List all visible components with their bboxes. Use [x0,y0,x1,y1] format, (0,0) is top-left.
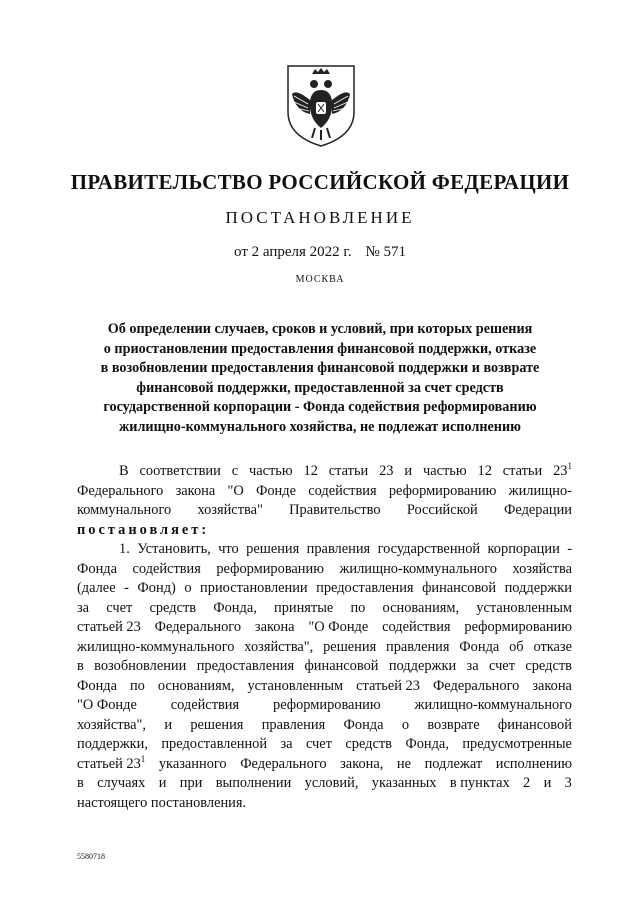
body-word: о [184,580,192,596]
body-line [77,618,572,638]
body-word: Федерального [77,482,164,499]
body-word: - [567,541,572,557]
body-word: и [164,716,173,733]
body-word: средств [149,599,197,616]
government-title: ПРАВИТЕЛЬСТВО РОССИЙСКОЙ ФЕДЕРАЦИИ [70,170,570,194]
body-word: предоставленной [161,736,268,752]
body-word: "О [227,482,244,499]
body-word: частью [422,463,467,479]
document-date-number [0,244,640,261]
body-word: установленным [247,677,344,694]
body-line [77,462,572,482]
body-word: статьи [502,463,543,479]
body-word: содействия [308,482,377,499]
document-city: МОСКВА [295,274,345,285]
subject-line: в возобновлении предоставления финансовой поддержки и возврате [100,360,540,376]
body-word: счет [305,736,332,752]
body-word: соответствии [139,463,221,479]
body-word: возврате [427,716,480,733]
body-word: подлежат [424,755,483,772]
body-word: указанных [371,775,437,791]
body-word: 1. [119,541,130,557]
body-word: Федерации [504,502,572,518]
body-line [77,774,572,794]
body-word: об [509,638,524,655]
body-line [77,657,572,677]
document-type: ПОСТАНОВЛЕНИЕ [225,208,415,227]
body-word: основаниям, [382,599,460,616]
body-word: что [218,541,239,557]
body-word: Федерального [432,677,520,694]
body-word: "О Фонде [77,697,137,713]
body-word: случаях [97,775,146,791]
body-word: Фонда [343,716,384,733]
body-word: основаниям, [157,677,235,694]
body-word: Фонда [77,677,117,694]
body-word: содействия [170,697,240,713]
body-word: по [129,677,145,694]
body-line [77,540,572,560]
body-word: Федерального [240,755,327,772]
body-word: не [396,755,411,772]
body-word: частью [249,463,293,479]
body-word: Федерального [154,619,242,635]
body-word: жилищно-коммунального [339,560,497,577]
body-line [77,696,572,716]
body-word: 12 [303,463,318,479]
body-word: поддержки [504,580,572,596]
body-line [77,794,572,814]
coat-of-arms-icon [282,60,360,150]
body-word: хозяйства [512,560,572,577]
body-word: Фонда, [213,599,257,616]
body-word: Фонда [459,638,500,655]
body-word: реформированию [464,619,572,635]
body-word: средств [345,736,392,752]
body-word: и [543,775,552,791]
body-word: коммунального [77,502,172,518]
body-word: предоставления [316,580,414,596]
body-word: решения [190,716,244,733]
body-word: за [77,599,90,616]
document-date: от 2 апреля 2022 г. [234,244,352,260]
document-number: № 571 [365,244,406,260]
body-word: указанного [158,755,227,772]
body-word: - [124,580,129,596]
body-word: реформированию [273,697,381,713]
body-word: корпорации [487,541,560,557]
body-line [77,755,572,775]
body-word: средств [525,658,572,674]
body-word: $23^1$ [553,461,572,479]
body-word: за [466,658,479,674]
body-line [77,716,572,736]
body-word: хозяйства", [244,638,314,655]
body-line [77,521,572,541]
body-word: и [158,775,167,791]
body-word: в [77,658,84,674]
document-body [77,462,572,813]
body-line [77,579,572,599]
body-word: (далее [77,580,116,596]
body-word: жилищно- [508,482,572,499]
body-word: закона [254,619,295,635]
body-word: с [231,463,239,479]
body-word: правления [306,541,371,557]
subject-line: о приостановлении предоставления финансовой поддержки, отказе [103,340,537,357]
body-word: установленным [476,599,572,616]
body-word: поддержки, [77,736,148,752]
body-word: условий, [304,775,359,791]
body-line [77,482,572,502]
body-line [77,560,572,580]
body-word: правления [386,638,450,655]
body-word: Фонд) [137,580,176,596]
body-word: в пунктах [449,775,510,791]
body-word: Фонда [77,560,117,577]
body-word: реформированию [216,560,324,577]
body-line [77,638,572,658]
body-line [77,501,572,521]
body-word: Фонде [255,482,296,499]
body-word: жилищно-коммунального [77,638,235,655]
body-word: решения [323,638,377,655]
body-word: отказе [533,638,572,655]
body-word: предусмотренные [462,736,572,752]
body-word: 23 [379,463,394,479]
body-word: хозяйства" [197,502,263,518]
body-word: выполнении [215,775,292,791]
body-word: статьей 23 [356,677,420,694]
body-line [77,677,572,697]
body-word: по [350,599,366,616]
document-subject [70,320,570,437]
body-word: 2 [523,775,531,791]
subject-line: государственной корпорации - Фонда содействия реформированию [103,399,537,415]
body-word: в [77,775,84,791]
body-word: приостановлении [200,580,308,596]
body-word: счет [106,599,133,616]
body-word: хозяйства", [77,716,146,733]
body-word: Российской [406,502,478,518]
body-word: принятые [274,599,334,616]
body-word: государственной [377,541,481,557]
decree-word: постановляет: [77,521,210,538]
body-word: содействия [382,619,451,635]
body-line [77,599,572,619]
subject-line: финансовой поддержки, предоставленной за счет средств [136,379,504,396]
body-line [77,735,572,755]
body-word: содействия [132,560,201,577]
body-word: решения [246,541,300,557]
body-word: счет [488,658,515,674]
subject-line: жилищно-коммунального хозяйства, не подлежат исполнению [119,418,521,435]
body-text: настоящего постановления. [77,794,247,811]
body-word: за [280,736,293,752]
body-word: предоставления [196,658,295,674]
body-word: при [179,775,203,791]
body-word: статьей $23^1$ [77,753,146,772]
body-word: В [119,463,129,479]
body-word: 12 [477,463,492,479]
document-id: 5580718 [77,852,105,861]
body-word: статьи [328,463,369,479]
body-word: о [401,716,410,733]
body-word: закона, [340,755,384,772]
body-word: жилищно-коммунального [414,697,572,713]
body-word: финансовой [497,716,572,733]
body-word: Установить, [137,541,211,557]
body-word: Правительство [289,502,381,518]
body-word: финансовой [304,658,379,674]
body-word: Фонда, [405,736,449,752]
body-word: финансовой [422,580,497,596]
body-word: реформированию [388,482,497,499]
body-word: статьей 23 [77,619,141,635]
body-word: исполнению [495,755,572,772]
body-word: правления [261,716,326,733]
body-word: возобновлении [94,658,187,674]
body-word: закона [175,482,216,499]
body-word: и [404,463,413,479]
subject-line: Об определении случаев, сроков и условий, при которых решения [107,321,533,337]
body-word: 3 [564,775,572,791]
body-word: "О Фонде [308,619,369,635]
body-word: поддержки [388,658,457,674]
body-word: закона [532,677,572,694]
